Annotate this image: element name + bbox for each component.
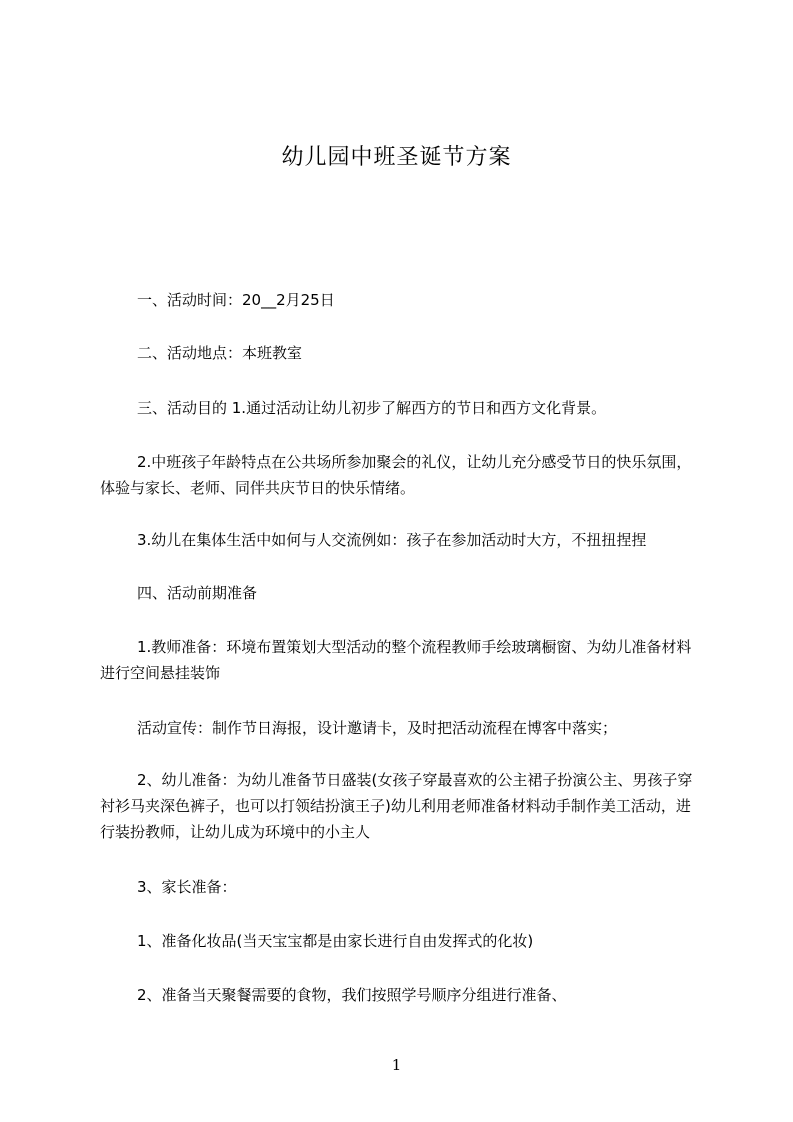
paragraph-purpose-2: 2.中班孩子年龄特点在公共场所参加聚会的礼仪，让幼儿充分感受节日的快乐氛围，体验与家长、老师、同伴共庆节日的快乐情绪。	[100, 453, 692, 497]
paragraph-preparation-heading: 四、活动前期准备	[137, 584, 258, 602]
paragraph-child-preparation: 2、幼儿准备：为幼儿准备节日盛装(女孩子穿最喜欢的公主裙子扮演公主、男孩子穿衬衫马夹深色裤子，也可以打领结扮演王子)幼儿利用老师准备材料动手制作美工活动，进行装扮教师，让幼儿成为环境中的小主人	[100, 771, 693, 841]
paragraph-parent-item-2: 2、准备当天聚餐需要的食物，我们按照学号顺序分组进行准备、	[137, 986, 567, 1004]
paragraph-teacher-preparation: 1.教师准备：环境布置策划大型活动的整个流程教师手绘玻璃橱窗、为幼儿准备材料进行空间悬挂装饰	[100, 638, 692, 682]
paragraph-purpose-3: 3.幼儿在集体生活中如何与人交流例如：孩子在参加活动时大方，不扭扭捏捏	[137, 531, 647, 549]
paragraph-parent-preparation: 3、家长准备：	[137, 878, 237, 896]
paragraph-activity-location: 二、活动地点：本班教室	[137, 344, 303, 362]
paragraph-activity-purpose: 三、活动目的 1.通过活动让幼儿初步了解西方的节日和西方文化背景。	[137, 399, 607, 417]
page-number: 1	[391, 1056, 402, 1074]
document-title: 幼儿园中班圣诞节方案	[281, 145, 512, 170]
paragraph-activity-promotion: 活动宣传：制作节日海报，设计邀请卡，及时把活动流程在博客中落实；	[137, 719, 618, 737]
paragraph-parent-item-1: 1、准备化妆品(当天宝宝都是由家长进行自由发挥式的化妆)	[137, 932, 534, 950]
paragraph-activity-time: 一、活动时间：20__2月25日	[137, 291, 335, 309]
